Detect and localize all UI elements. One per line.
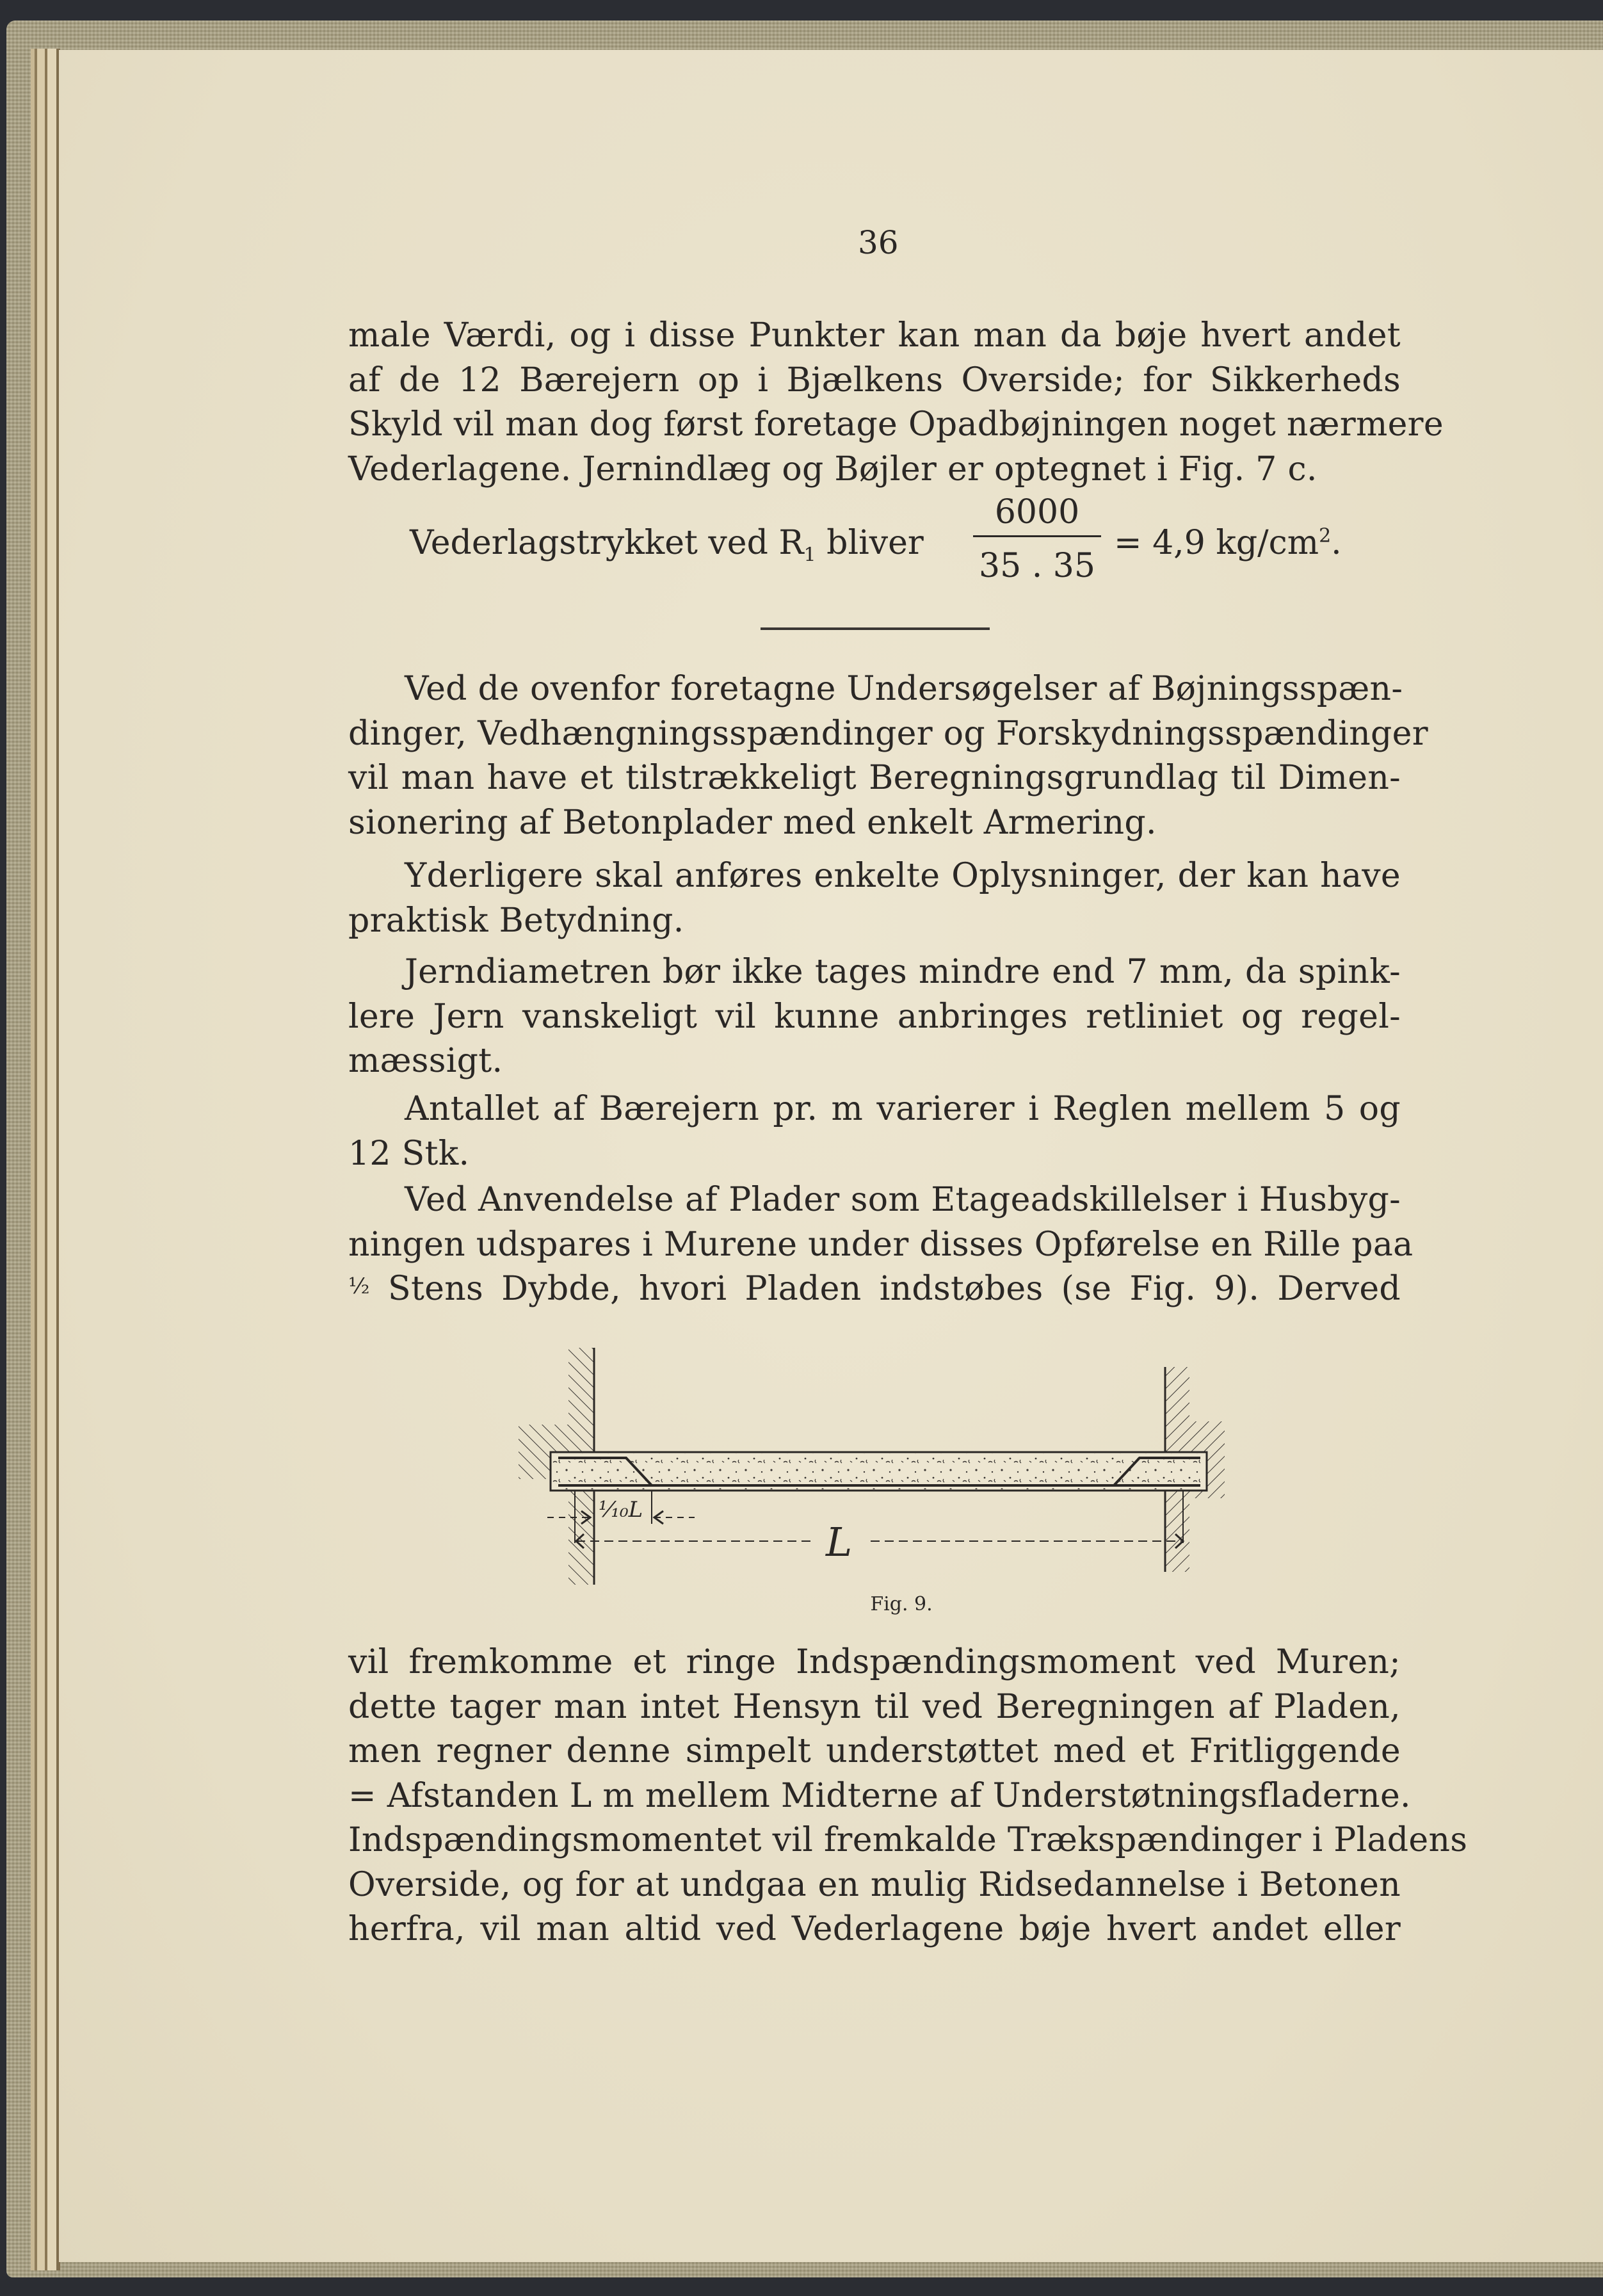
formula-result xyxy=(1114,524,1342,562)
text-line: Overside, og for at undgaa en mulig Ridsedannelse i Betonen xyxy=(348,1865,1401,1904)
paragraph-3 xyxy=(348,854,1401,943)
text-line: ningen udspares i Murene under disses Opførelse en Rille paa xyxy=(348,1225,1414,1264)
text-line: male Værdi, og i disse Punkter kan man da bøje hvert andet xyxy=(348,316,1401,355)
paragraph-2 xyxy=(348,667,1428,845)
text-line xyxy=(348,1267,1401,1312)
concrete-slab xyxy=(551,1452,1207,1491)
text-line: Indspændingsmomentet vil fremkalde Trækspændinger i Pladens xyxy=(348,1821,1468,1859)
paragraph-6 xyxy=(348,1178,1414,1312)
paragraph-7 xyxy=(348,1640,1468,1952)
text-line: vil fremkomme et ringe Indspændingsmoment ved Muren; xyxy=(348,1643,1401,1681)
text-line: Vederlagene. Jernindlæg og Bøjler er optegnet i Fig. 7 c. xyxy=(348,449,1317,489)
paragraph-4 xyxy=(348,950,1401,1084)
formula xyxy=(410,493,1370,595)
half-fraction: ¹⁄₂ xyxy=(348,1273,370,1299)
text-line: Skyld vil man dog først foretage Opadbøjningen noget nærmere xyxy=(348,405,1444,444)
text-line: sionering af Betonplader med enkelt Armering. xyxy=(348,803,1157,842)
text-line: dinger, Vedhængningsspændinger og Forskydningsspændinger xyxy=(348,714,1428,753)
text-line: af de 12 Bærejern op i Bjælkens Overside; for Sikkerheds xyxy=(348,360,1401,400)
text-line: dette tager man intet Hensyn til ved Beregningen af Pladen, xyxy=(348,1687,1401,1726)
text-line: Yderligere skal anføres enkelte Oplysninger, der kan have xyxy=(405,857,1401,895)
text-line: lere Jern vanskeligt vil kunne anbringes retliniet og regel- xyxy=(348,997,1401,1036)
formula-superscript: 2 xyxy=(1319,524,1332,547)
text-line: Antallet af Bærejern pr. m varierer i Reglen mellem 5 og xyxy=(405,1090,1401,1128)
figure-9-diagram xyxy=(512,1332,1242,1620)
text-line-rest: Stens Dybde, hvori Pladen indstøbes (se Fig. 9). Derved xyxy=(388,1270,1401,1308)
dimension-label-tenth-L: ¹⁄₁₀L xyxy=(599,1497,643,1523)
paragraph-1 xyxy=(348,314,1444,492)
text-line: mæssigt. xyxy=(348,1042,503,1080)
text-line: vil man have et tilstrækkeligt Beregningsgrundlag til Dimen- xyxy=(348,759,1401,797)
section-separator xyxy=(761,627,990,630)
formula-end: . xyxy=(1331,524,1342,562)
text-line: Ved Anvendelse af Plader som Etageadskillelser i Husbyg- xyxy=(405,1181,1401,1219)
dimension-label-L: L xyxy=(826,1519,853,1565)
formula-subscript: 1 xyxy=(803,544,816,567)
text-line: herfra, vil man altid ved Vederlagene bøje hvert andet eller xyxy=(348,1910,1401,1948)
text-line: men regner denne simpelt understøttet med et Fritliggende xyxy=(348,1732,1401,1770)
figure-caption: Fig. 9. xyxy=(870,1593,933,1615)
formula-lead xyxy=(410,524,924,566)
formula-result-text: = 4,9 kg/cm xyxy=(1114,524,1319,562)
text-line: Ved de ovenfor foretagne Undersøgelser af Bøjningsspæn- xyxy=(405,670,1403,708)
page-edges xyxy=(31,49,60,2270)
formula-numerator: 6000 xyxy=(994,493,1080,531)
formula-lead-text: Vederlagstrykket ved R xyxy=(410,524,804,562)
fraction-bar xyxy=(973,535,1101,537)
text-line: = Afstanden L m mellem Midterne af Understøtningsfladerne. xyxy=(348,1776,1411,1815)
page-number: 36 xyxy=(858,224,899,261)
text-line: Jerndiametren bør ikke tages mindre end 7 mm, da spink- xyxy=(405,953,1401,991)
formula-denominator: 35 . 35 xyxy=(979,547,1095,585)
text-line: 12 Stk. xyxy=(348,1134,470,1173)
text-line: praktisk Betydning. xyxy=(348,901,684,940)
formula-verb: bliver xyxy=(816,524,924,562)
paragraph-5 xyxy=(348,1087,1401,1176)
